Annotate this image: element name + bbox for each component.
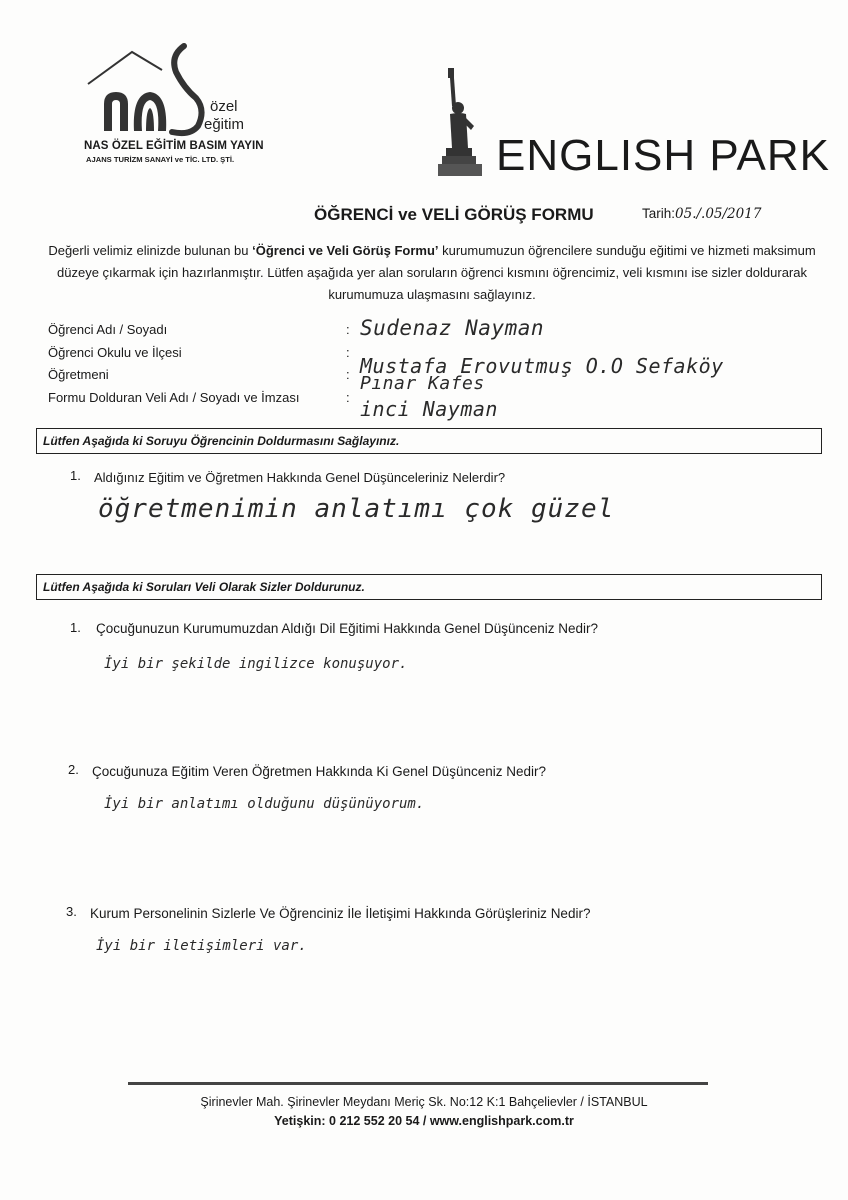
parent-q3-number: 3. xyxy=(66,904,77,919)
nas-logo-egitim: eğitim xyxy=(204,116,245,133)
parent-value: inci Nayman xyxy=(360,397,498,421)
field-colon: : xyxy=(346,322,350,337)
english-park-brand: ENGLISH PARK xyxy=(496,131,830,180)
date-field xyxy=(642,206,761,222)
field-label-student-name: Öğrenci Adı / Soyadı xyxy=(48,322,168,337)
field-label-parent: Formu Dolduran Veli Adı / Soyadı ve İmzası xyxy=(48,390,300,405)
company-name: NAS ÖZEL EĞİTİM BASIM YAYIN xyxy=(84,140,264,152)
title-ve: ve xyxy=(398,205,417,224)
parent-q3-text: Kurum Personelinin Sizlerle Ve Öğrenciniz İle İletişimi Hakkında Görüşleriniz Nedir? xyxy=(90,906,591,921)
intro-bold: ‘Öğrenci ve Veli Görüş Formu’ xyxy=(252,243,439,258)
field-colon: : xyxy=(346,367,350,382)
nas-logo-ozel: özel xyxy=(210,98,238,115)
footer-phone: Yetişkin: 0 212 552 20 54 xyxy=(274,1114,420,1128)
parent-q1-text: Çocuğunuzun Kurumumuzdan Aldığı Dil Eğitimi Hakkında Genel Düşünceniz Nedir? xyxy=(96,621,599,636)
intro-paragraph xyxy=(40,240,824,306)
field-colon: : xyxy=(346,390,350,405)
student-q1-answer: öğretmenimin anlatımı çok güzel xyxy=(98,494,615,524)
parent-q1-number: 1. xyxy=(70,620,81,635)
intro-part1: Değerli velimiz elinizde bulunan bu xyxy=(48,243,253,258)
parent-q2-number: 2. xyxy=(68,762,79,777)
footer-website-link[interactable]: www.englishpark.com.tr xyxy=(429,1114,574,1128)
statue-of-liberty-icon xyxy=(438,68,498,178)
parent-section-text: Lütfen Aşağıda ki Soruları Veli Olarak Sizler Doldurunuz. xyxy=(43,580,365,594)
student-section-text: Lütfen Aşağıda ki Soruyu Öğrencinin Doldurmasını Sağlayınız. xyxy=(43,434,400,448)
footer-address: Şirinevler Mah. Şirinevler Meydanı Meriç Sk. No:12 K:1 Bahçelievler / İSTANBUL xyxy=(200,1095,648,1109)
intro-part2: kurumumuzun öğrencilere sunduğu eğitimi ve hizmeti maksimum düzeye çıkarmak için hazırlanmıştır. Lütfen aşağıda yer alan soruların öğrenci kısmını öğrencimiz, veli kısmını ise sizler doldurarak kurumumuza ulaşmasını sağlayınız. xyxy=(57,243,816,302)
date-value: 05./.05/2017 xyxy=(675,206,762,222)
footer-contact xyxy=(0,1114,848,1128)
student-q1-number: 1. xyxy=(70,468,81,483)
teacher-value: Pınar Kafes xyxy=(360,373,485,394)
title-main: ÖĞRENCİ xyxy=(314,205,394,224)
parent-q1-answer: İyi bir şekilde ingilizce konuşuyor. xyxy=(104,656,408,672)
parent-q2-text: Çocuğunuza Eğitim Veren Öğretmen Hakkında Ki Genel Düşünceniz Nedir? xyxy=(92,764,546,779)
school-value: Mustafa Erovutmuş O.O Sefaköy xyxy=(360,354,724,378)
parent-section-heading xyxy=(36,574,822,600)
parent-q2-answer: İyi bir anlatımı olduğunu düşünüyorum. xyxy=(104,796,425,812)
parent-q3-answer: İyi bir iletişimleri var. xyxy=(96,938,307,954)
date-label: Tarih: xyxy=(642,206,676,221)
title-rest: VELİ GÖRÜŞ FORMU xyxy=(421,205,594,224)
company-sub: AJANS TURİZM SANAYİ ve TİC. LTD. ŞTİ. xyxy=(86,155,235,164)
footer-divider xyxy=(128,1082,708,1085)
student-q1-text: Aldığınız Eğitim ve Öğretmen Hakkında Genel Düşünceleriniz Nelerdir? xyxy=(94,470,506,485)
footer-separator: / xyxy=(419,1114,430,1128)
student-section-heading xyxy=(36,428,822,454)
student-name-value: Sudenaz Nayman xyxy=(360,316,545,340)
field-colon: : xyxy=(346,345,350,360)
field-label-teacher: Öğretmeni xyxy=(48,367,109,382)
field-label-school: Öğrenci Okulu ve İlçesi xyxy=(48,345,182,360)
form-title xyxy=(314,205,594,225)
